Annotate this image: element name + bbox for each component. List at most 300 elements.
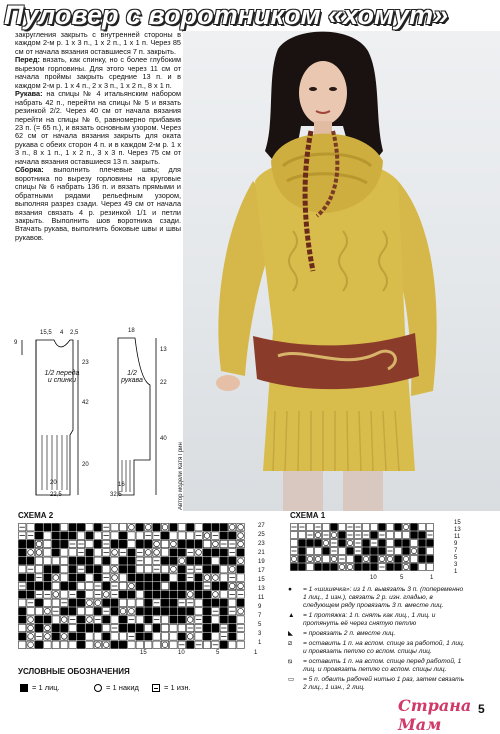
grid-cell — [145, 633, 152, 640]
grid-cell — [119, 624, 126, 631]
grid-cell — [52, 641, 59, 648]
grid-cell — [69, 633, 76, 640]
legend-title: УСЛОВНЫЕ ОБОЗНАЧЕНИЯ — [18, 667, 130, 676]
dim-sleeve-bottom-a: 16 — [118, 482, 125, 488]
grid-number: 23 — [258, 541, 265, 547]
legend-item-purl-text: = 1 изн. — [164, 683, 191, 692]
grid-cell — [387, 524, 394, 531]
grid-cell — [237, 566, 244, 573]
grid-cell — [237, 549, 244, 556]
grid-number: 5 — [216, 650, 220, 656]
grid-cell — [229, 624, 236, 631]
grid-cell — [178, 532, 185, 539]
grid-cell — [44, 566, 51, 573]
grid-cell — [119, 566, 126, 573]
grid-cell — [161, 540, 168, 547]
grid-cell — [161, 582, 168, 589]
grid-cell — [170, 557, 177, 564]
grid-cell — [86, 591, 93, 598]
grid-cell — [119, 591, 126, 598]
cross-front-icon: ⧅ — [288, 658, 293, 665]
grid-cell — [195, 557, 202, 564]
grid-cell — [203, 540, 210, 547]
legend-k2tog: ◣ = провязать 2 п. вместе лиц. — [288, 630, 396, 637]
bobble-icon: ● — [288, 586, 292, 593]
grid-cell — [212, 599, 219, 606]
grid-cell — [187, 582, 194, 589]
grid-number: 1 — [454, 569, 458, 575]
grid-cell — [145, 540, 152, 547]
grid-cell — [220, 566, 227, 573]
grid-cell — [379, 540, 386, 547]
yarnover-symbol-icon — [94, 684, 102, 692]
legend-slip-stitch: ▲ = 1 протяжка: 1 п. снять как лиц., 1 лиц. и протянуть её через снятую петлю — [288, 612, 436, 627]
grid-cell — [195, 599, 202, 606]
grid-cell — [52, 582, 59, 589]
grid-cell — [77, 624, 84, 631]
grid-cell — [35, 599, 42, 606]
grid-cell — [136, 574, 143, 581]
grid-cell — [403, 548, 410, 555]
schema2-grid — [18, 523, 256, 655]
grid-cell — [103, 566, 110, 573]
grid-cell — [111, 641, 118, 648]
grid-cell — [170, 624, 177, 631]
grid-cell — [69, 524, 76, 531]
grid-cell — [237, 641, 244, 648]
grid-cell — [35, 616, 42, 623]
grid-cell — [291, 532, 298, 539]
grid-cell — [220, 599, 227, 606]
grid-cell — [35, 524, 42, 531]
grid-cell — [52, 524, 59, 531]
dim-sleeve-r2: 22 — [160, 380, 167, 386]
grid-cell — [86, 532, 93, 539]
grid-cell — [347, 556, 354, 563]
grid-cell — [170, 524, 177, 531]
grid-cell — [170, 599, 177, 606]
grid-cell — [153, 624, 160, 631]
grid-cell — [27, 540, 34, 547]
grid-cell — [44, 582, 51, 589]
grid-cell — [111, 599, 118, 606]
grid-cell — [161, 608, 168, 615]
grid-cell — [187, 641, 194, 648]
grid-cell — [136, 608, 143, 615]
grid-cell — [35, 582, 42, 589]
grid-number: 19 — [258, 559, 265, 565]
grid-cell — [111, 532, 118, 539]
grid-cell — [229, 616, 236, 623]
dim-sleeve-bottom-b: 32,5 — [110, 492, 122, 498]
grid-cell — [119, 599, 126, 606]
grid-cell — [103, 633, 110, 640]
grid-cell — [145, 641, 152, 648]
grid-cell — [52, 549, 59, 556]
grid-cell — [379, 524, 386, 531]
grid-cell — [119, 524, 126, 531]
grid-cell — [69, 608, 76, 615]
grid-cell — [161, 549, 168, 556]
grid-cell — [61, 566, 68, 573]
grid-cell — [212, 616, 219, 623]
grid-cell — [203, 549, 210, 556]
grid-cell — [86, 540, 93, 547]
grid-cell — [212, 582, 219, 589]
grid-cell — [237, 616, 244, 623]
grid-cell — [203, 616, 210, 623]
grid-cell — [299, 564, 306, 571]
grid-cell — [111, 557, 118, 564]
legend-cross-front: ⧅ = оставить 1 п. на вспом. спице перед работой, 1 лиц. и провязать петлю со вспом. спицы лиц. — [288, 658, 462, 673]
grid-cell — [61, 524, 68, 531]
purl-symbol-icon — [152, 684, 160, 692]
grid-cell — [77, 574, 84, 581]
grid-cell — [111, 608, 118, 615]
page-number: 5 — [478, 702, 485, 716]
grid-cell — [145, 608, 152, 615]
grid-cell — [69, 582, 76, 589]
grid-cell — [355, 564, 362, 571]
grid-cell — [61, 540, 68, 547]
grid-cell — [229, 532, 236, 539]
grid-cell — [339, 532, 346, 539]
grid-cell — [153, 582, 160, 589]
grid-cell — [170, 532, 177, 539]
grid-cell — [178, 582, 185, 589]
grid-cell — [61, 549, 68, 556]
grid-cell — [19, 566, 26, 573]
schema1-title: СХЕМА 1 — [290, 511, 326, 520]
grid-cell — [77, 582, 84, 589]
grid-cell — [136, 641, 143, 648]
grid-cell — [69, 549, 76, 556]
grid-cell — [136, 599, 143, 606]
grid-cell — [153, 591, 160, 598]
schema2-title: СХЕМА 2 — [18, 511, 54, 520]
grid-number: 11 — [258, 595, 265, 601]
grid-cell — [52, 557, 59, 564]
text-paragraph-3: Рукава: на спицы № 4 итальянским набором набрать 42 п., перейти на спицы № 5 и вязать резинкой 2/2. Через 40 см от начала вязания перейти на спицы № 6, равномерно прибавив 23 п. (= 65 п.), и вязать основным узором. Через 62 см от начала вязания закрыть для оката рукава с обеих сторон 4 п. и в каждом 2-м р. 1 х 3 п., 8 х 1 п., 1 х 2 п., 3 х 3 п. Через 75 см от начала вязания оставшиеся 13 п. закрыть. — [15, 89, 181, 166]
grid-cell — [411, 532, 418, 539]
grid-cell — [339, 548, 346, 555]
grid-cell — [419, 564, 426, 571]
grid-cell — [315, 548, 322, 555]
grid-cell — [187, 524, 194, 531]
grid-cell — [94, 574, 101, 581]
grid-cell — [77, 532, 84, 539]
grid-cell — [145, 616, 152, 623]
grid-cell — [195, 582, 202, 589]
grid-cell — [19, 591, 26, 598]
grid-cell — [27, 591, 34, 598]
dim-sleeve-r1: 13 — [160, 347, 167, 353]
grid-cell — [178, 540, 185, 547]
grid-cell — [111, 524, 118, 531]
grid-cell — [355, 556, 362, 563]
grid-cell — [145, 599, 152, 606]
grid-cell — [27, 524, 34, 531]
grid-cell — [387, 540, 394, 547]
grid-cell — [103, 582, 110, 589]
grid-cell — [178, 591, 185, 598]
grid-cell — [77, 591, 84, 598]
grid-cell — [119, 616, 126, 623]
grid-cell — [363, 540, 370, 547]
grid-cell — [19, 599, 26, 606]
grid-cell — [128, 591, 135, 598]
grid-cell — [170, 582, 177, 589]
instructions-text — [15, 31, 181, 242]
grid-cell — [339, 540, 346, 547]
grid-cell — [86, 608, 93, 615]
legend-wrap: ▭ = 5 п. обвить рабочей нитью 1 раз, затем связать 2 лиц., 1 изн., 2 лиц. — [288, 676, 465, 691]
grid-cell — [170, 633, 177, 640]
grid-cell — [111, 540, 118, 547]
grid-cell — [427, 548, 434, 555]
grid-number: 5 — [400, 575, 404, 581]
grid-cell — [77, 633, 84, 640]
grid-cell — [161, 566, 168, 573]
grid-cell — [128, 566, 135, 573]
grid-cell — [220, 582, 227, 589]
model-photo — [183, 31, 500, 511]
grid-cell — [145, 582, 152, 589]
grid-cell — [419, 540, 426, 547]
grid-cell — [61, 641, 68, 648]
grid-cell — [103, 599, 110, 606]
legend-cross-back: ⧄ = оставить 1 п. на вспом. спице за работой, 1 лиц. и провязать петлю со вспом. спицы лиц. — [288, 640, 465, 655]
grid-cell — [44, 574, 51, 581]
grid-cell — [195, 608, 202, 615]
grid-cell — [161, 624, 168, 631]
dim-front-r1: 23 — [82, 360, 89, 366]
grid-cell — [77, 641, 84, 648]
dim-sleeve-r3: 40 — [160, 436, 167, 442]
grid-cell — [403, 540, 410, 547]
grid-cell — [229, 641, 236, 648]
photo-credit: Автор модели Катя Грин — [178, 442, 184, 510]
grid-cell — [387, 532, 394, 539]
grid-cell — [203, 608, 210, 615]
grid-cell — [136, 624, 143, 631]
grid-cell — [315, 564, 322, 571]
grid-cell — [212, 624, 219, 631]
grid-cell — [220, 532, 227, 539]
grid-cell — [395, 532, 402, 539]
grid-cell — [19, 540, 26, 547]
grid-cell — [331, 564, 338, 571]
grid-cell — [103, 616, 110, 623]
grid-cell — [323, 548, 330, 555]
dim-front-r3: 20 — [82, 462, 89, 468]
grid-cell — [52, 540, 59, 547]
grid-cell — [220, 591, 227, 598]
grid-cell — [27, 574, 34, 581]
grid-cell — [403, 532, 410, 539]
grid-number: 1 — [430, 575, 434, 581]
text-paragraph-1: закругления закрыть с внутренней стороны в каждом 2-м р. 1 х 3 п., 1 х 2 п., 1 х 1 п. Через 85 см от начала вязания оставшиеся 7 п. закрыть. — [15, 30, 181, 56]
grid-cell — [27, 582, 34, 589]
grid-cell — [411, 556, 418, 563]
grid-number: 7 — [258, 613, 262, 619]
grid-cell — [419, 556, 426, 563]
model-illustration — [183, 31, 500, 511]
grid-cell — [427, 556, 434, 563]
grid-cell — [27, 557, 34, 564]
grid-cell — [94, 566, 101, 573]
grid-cell — [307, 524, 314, 531]
grid-cell — [153, 524, 160, 531]
grid-cell — [136, 633, 143, 640]
grid-cell — [19, 574, 26, 581]
grid-cell — [161, 633, 168, 640]
grid-cell — [19, 616, 26, 623]
grid-cell — [145, 591, 152, 598]
grid-cell — [145, 566, 152, 573]
grid-cell — [128, 641, 135, 648]
dim-front-top-a: 15,5 — [40, 330, 52, 336]
grid-cell — [128, 532, 135, 539]
text-paragraph-2: Перед: вязать, как спинку, но с более глубоким вырезом горловины. Для этого через 11 см от начала проймы закрыть средние 13 п. и в каждом 2-м р. 1 х 4 п., 2 х 3 п., 1 х 2 п., 8 х 1 п. — [15, 55, 181, 90]
grid-cell — [145, 574, 152, 581]
schema1-legend — [288, 586, 468, 694]
schema1-grid — [290, 523, 450, 573]
grid-cell — [363, 524, 370, 531]
grid-cell — [136, 591, 143, 598]
k2tog-icon: ◣ — [288, 630, 294, 637]
grid-cell — [229, 599, 236, 606]
dim-front-top-b: 4 — [60, 330, 64, 336]
grid-cell — [203, 599, 210, 606]
grid-cell — [212, 566, 219, 573]
grid-cell — [61, 557, 68, 564]
grid-cell — [178, 574, 185, 581]
grid-number: 7 — [454, 548, 458, 554]
grid-number: 17 — [258, 568, 265, 574]
dim-front-r2: 42 — [82, 400, 89, 406]
grid-cell — [69, 641, 76, 648]
grid-number: 15 — [258, 577, 265, 583]
grid-cell — [94, 524, 101, 531]
legend-item-purl — [152, 683, 191, 692]
grid-cell — [229, 557, 236, 564]
grid-cell — [195, 633, 202, 640]
grid-cell — [69, 532, 76, 539]
grid-cell — [170, 549, 177, 556]
grid-cell — [419, 548, 426, 555]
grid-cell — [69, 566, 76, 573]
grid-cell — [94, 549, 101, 556]
grid-cell — [195, 524, 202, 531]
grid-cell — [86, 566, 93, 573]
grid-cell — [323, 564, 330, 571]
grid-cell — [291, 540, 298, 547]
grid-cell — [128, 540, 135, 547]
grid-number: 1 — [254, 650, 258, 656]
grid-cell — [128, 624, 135, 631]
grid-cell — [94, 532, 101, 539]
grid-cell — [237, 574, 244, 581]
grid-cell — [119, 574, 126, 581]
grid-number: 25 — [258, 532, 265, 538]
grid-cell — [395, 564, 402, 571]
grid-cell — [44, 641, 51, 648]
grid-number: 9 — [258, 604, 262, 610]
grid-number: 11 — [454, 534, 461, 540]
grid-cell — [371, 556, 378, 563]
grid-cell — [178, 524, 185, 531]
grid-cell — [411, 540, 418, 547]
grid-cell — [128, 557, 135, 564]
grid-cell — [347, 548, 354, 555]
grid-cell — [203, 524, 210, 531]
grid-cell — [212, 633, 219, 640]
grid-number: 27 — [258, 523, 265, 529]
grid-cell — [419, 532, 426, 539]
grid-cell — [61, 608, 68, 615]
grid-cell — [212, 557, 219, 564]
grid-number: 13 — [454, 527, 461, 533]
grid-cell — [387, 564, 394, 571]
grid-number: 1 — [258, 640, 262, 646]
grid-cell — [77, 616, 84, 623]
grid-cell — [103, 624, 110, 631]
grid-cell — [19, 624, 26, 631]
grid-number: 9 — [454, 541, 458, 547]
grid-cell — [229, 633, 236, 640]
grid-cell — [299, 556, 306, 563]
grid-cell — [86, 624, 93, 631]
grid-cell — [220, 557, 227, 564]
grid-cell — [145, 557, 152, 564]
grid-cell — [299, 540, 306, 547]
grid-cell — [195, 591, 202, 598]
grid-cell — [52, 624, 59, 631]
grid-cell — [111, 633, 118, 640]
legend-item-yarnover — [94, 683, 139, 692]
grid-cell — [94, 633, 101, 640]
grid-cell — [44, 524, 51, 531]
pattern-diagrams — [10, 320, 180, 500]
grid-cell — [94, 557, 101, 564]
grid-cell — [61, 574, 68, 581]
grid-cell — [203, 566, 210, 573]
grid-cell — [195, 540, 202, 547]
grid-cell — [61, 591, 68, 598]
grid-cell — [119, 641, 126, 648]
legend-item-knit — [20, 683, 60, 692]
grid-cell — [153, 608, 160, 615]
grid-cell — [212, 549, 219, 556]
grid-cell — [187, 557, 194, 564]
grid-cell — [94, 608, 101, 615]
dim-sleeve-top: 18 — [128, 328, 135, 334]
grid-cell — [94, 540, 101, 547]
grid-cell — [178, 566, 185, 573]
grid-number: 15 — [454, 520, 461, 526]
grid-cell — [153, 641, 160, 648]
dim-front-left: 9 — [14, 340, 18, 346]
grid-number: 21 — [258, 550, 265, 556]
grid-cell — [323, 556, 330, 563]
grid-cell — [111, 616, 118, 623]
grid-cell — [220, 549, 227, 556]
site-logo: Страна Мам — [398, 696, 472, 734]
grid-cell — [69, 574, 76, 581]
grid-number: 5 — [258, 622, 262, 628]
grid-cell — [136, 524, 143, 531]
